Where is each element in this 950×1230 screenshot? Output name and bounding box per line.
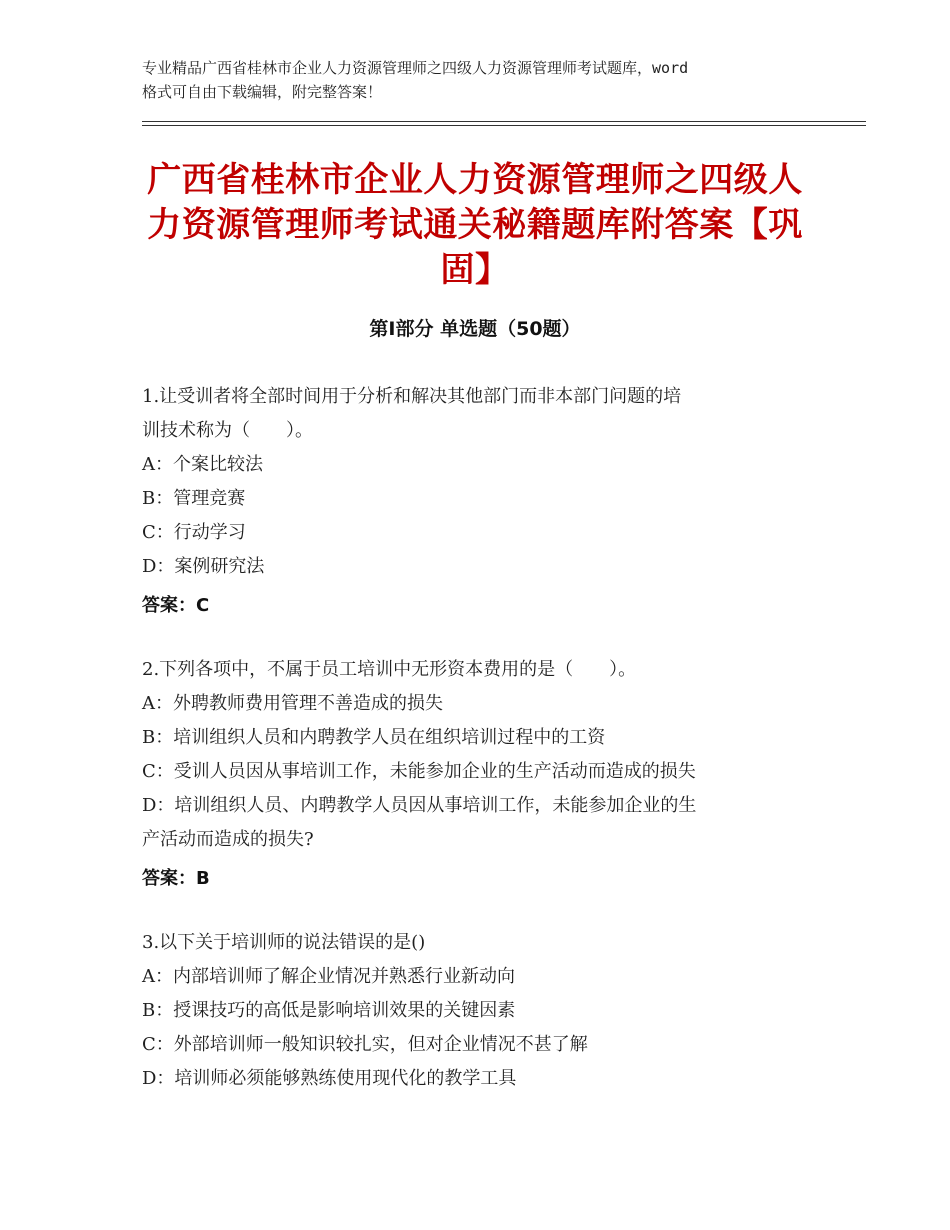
document-title <box>120 158 830 293</box>
question-2-answer: 答案：B <box>142 868 210 889</box>
question-2-option-a: A：外聘教师费用管理不善造成的损失 <box>142 693 443 714</box>
question-2-stem-line1: 2.下列各项中，不属于员工培训中无形资本费用的是（ ）。 <box>142 659 637 680</box>
question-2-option-b: B：培训组织人员和内聘教学人员在组织培训过程中的工资 <box>142 727 606 748</box>
question-1-option-c: C：行动学习 <box>142 522 246 543</box>
question-1-option-a: A：个案比较法 <box>142 454 263 475</box>
question-1-option-b: B：管理竞赛 <box>142 488 246 509</box>
header-divider-top <box>142 121 866 122</box>
question-3-option-d: D：培训师必须能够熟练使用现代化的教学工具 <box>142 1068 517 1089</box>
question-1-stem-line2: 训技术称为（ ）。 <box>142 420 313 441</box>
question-2-option-c: C：受训人员因从事培训工作，未能参加企业的生产活动而造成的损失 <box>142 761 696 782</box>
question-2-option-d-cont: 产活动而造成的损失? <box>142 829 314 850</box>
header-note <box>142 56 822 104</box>
question-1-option-d: D：案例研究法 <box>142 556 265 577</box>
question-3-stem-line1: 3.以下关于培训师的说法错误的是() <box>142 932 426 953</box>
document-title-line3: 固】 <box>440 250 510 290</box>
header-note-line2: 格式可自由下载编辑，附完整答案！ <box>142 83 383 101</box>
header-divider-bottom <box>142 125 866 126</box>
question-2-option-d: D：培训组织人员、内聘教学人员因从事培训工作，未能参加企业的生 <box>142 795 697 816</box>
header-note-line1: 专业精品广西省桂林市企业人力资源管理师之四级人力资源管理师考试题库，word <box>142 59 689 77</box>
question-3-option-a: A：内部培训师了解企业情况并熟悉行业新动向 <box>142 966 515 987</box>
document-title-line1: 广西省桂林市企业人力资源管理师之四级人 <box>147 160 803 200</box>
question-1-answer: 答案：C <box>142 595 210 616</box>
question-3-option-b: B：授课技巧的高低是影响培训效果的关键因素 <box>142 1000 516 1021</box>
question-1-stem-line1: 1.让受训者将全部时间用于分析和解决其他部门而非本部门问题的培 <box>142 386 682 407</box>
question-3-option-c: C：外部培训师一般知识较扎实，但对企业情况不甚了解 <box>142 1034 588 1055</box>
document-title-line2: 力资源管理师考试通关秘籍题库附答案【巩 <box>147 205 803 245</box>
section-title: 第Ⅰ部分 单选题（50题） <box>369 318 581 340</box>
